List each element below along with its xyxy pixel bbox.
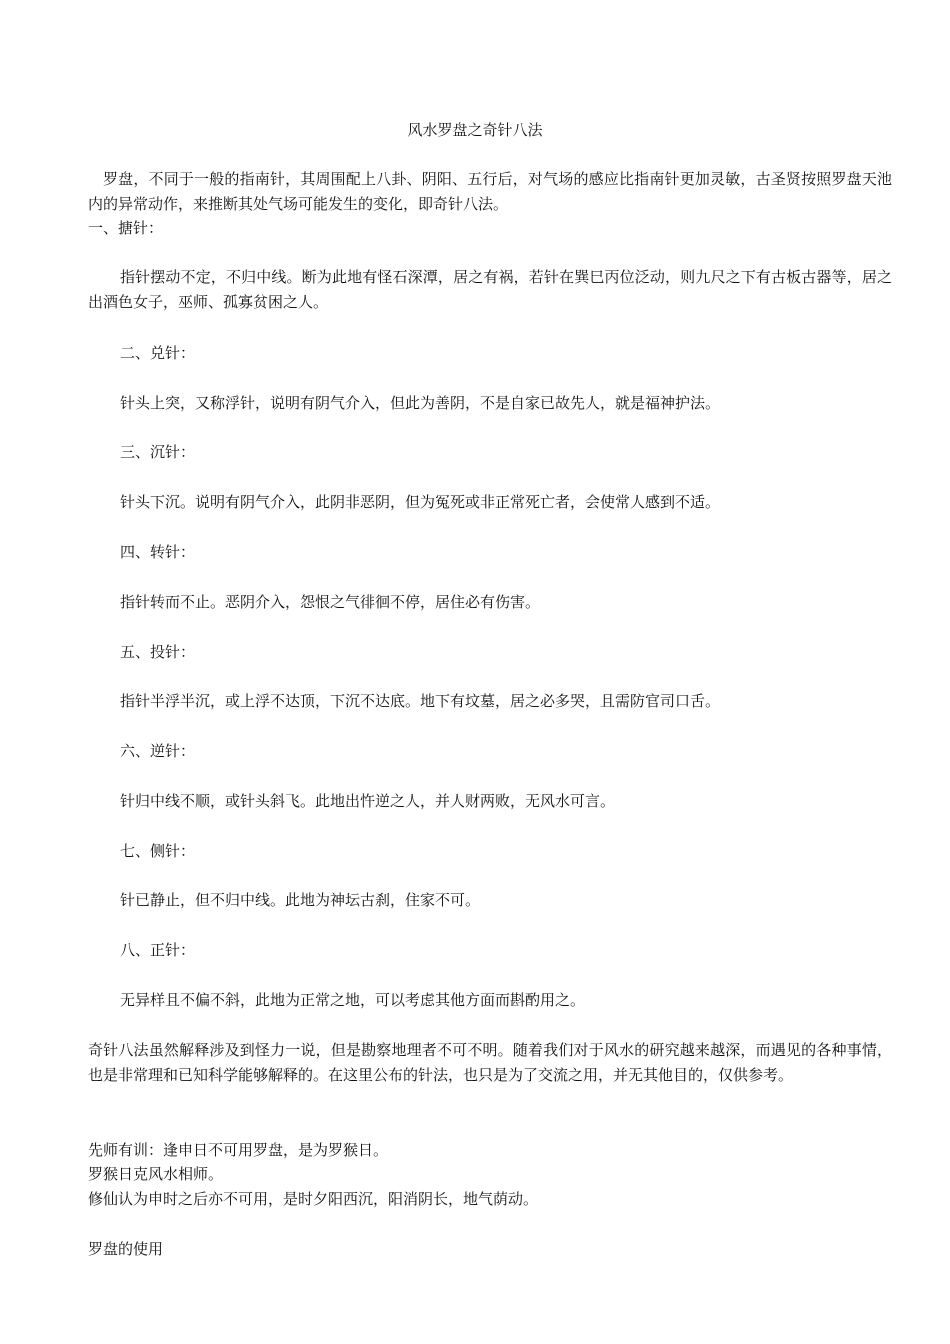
conclusion-paragraph: 奇针八法虽然解释涉及到怪力一说，但是勘察地理者不可不明。随着我们对于风水的研究越来越深，而遇见的各种事情，也是非常理和已知科学能够解释的。在这里公布的针法，也只是为了交流之用，并无其他目的，仅供参考。 [88, 1041, 892, 1084]
section-heading-5: 五、投针： [120, 643, 196, 661]
section-body-5: 指针半浮半沉，或上浮不达顶，下沉不达底。地下有坟墓，居之必多哭，且需防官司口舌。 [120, 692, 721, 710]
note-line-3: 修仙认为申时之后亦不可用，是时夕阳西沉，阳消阴长，地气荫动。 [88, 1190, 539, 1208]
section-heading-3: 三、沉针： [120, 443, 196, 461]
section-heading-7: 七、侧针： [120, 842, 196, 860]
section-body-6: 针归中线不顺，或针头斜飞。此地出忤逆之人，并人财两败，无风水可言。 [120, 792, 616, 810]
section-heading-8: 八、正针： [120, 941, 196, 959]
section-heading-2: 二、兑针： [120, 344, 196, 362]
section-heading-4: 四、转针： [120, 543, 196, 561]
section-body-8: 无异样且不偏不斜，此地为正常之地，可以考虑其他方面而斟酌用之。 [120, 991, 586, 1009]
section-body-2: 针头上突，又称浮针，说明有阴气介入，但此为善阴，不是自家已故先人，就是福神护法。 [120, 394, 721, 412]
section-body-4: 指针转而不止。恶阴介入，怨恨之气徘徊不停，居住必有伤害。 [120, 593, 541, 611]
intro-paragraph: 罗盘，不同于一般的指南针，其周围配上八卦、阴阳、五行后，对气场的感应比指南针更加灵敏，古圣贤按照罗盘天池内的异常动作，来推断其处气场可能发生的变化，即奇针八法。 [88, 170, 892, 213]
note-line-2: 罗猴日克风水相师。 [88, 1165, 224, 1183]
section-heading-6: 六、逆针： [120, 742, 196, 760]
section-body-1: 指针摆动不定，不归中线。断为此地有怪石深潭，居之有祸，若针在巽巳丙位泛动，则九尺之下有古板古器等，居之出酒色女子，巫师、孤寡贫困之人。 [88, 268, 892, 311]
next-section-heading: 罗盘的使用 [88, 1240, 164, 1258]
page-title: 风水罗盘之奇针八法 [407, 121, 543, 139]
section-heading-1: 一、搪针： [88, 219, 164, 237]
section-body-3: 针头下沉。说明有阴气介入，此阴非恶阴，但为冤死或非正常死亡者，会使常人感到不适。 [120, 493, 721, 511]
note-line-1: 先师有训：逢申日不可用罗盘，是为罗猴日。 [88, 1141, 389, 1159]
section-body-7: 针已静止，但不归中线。此地为神坛古刹，住家不可。 [120, 891, 481, 909]
